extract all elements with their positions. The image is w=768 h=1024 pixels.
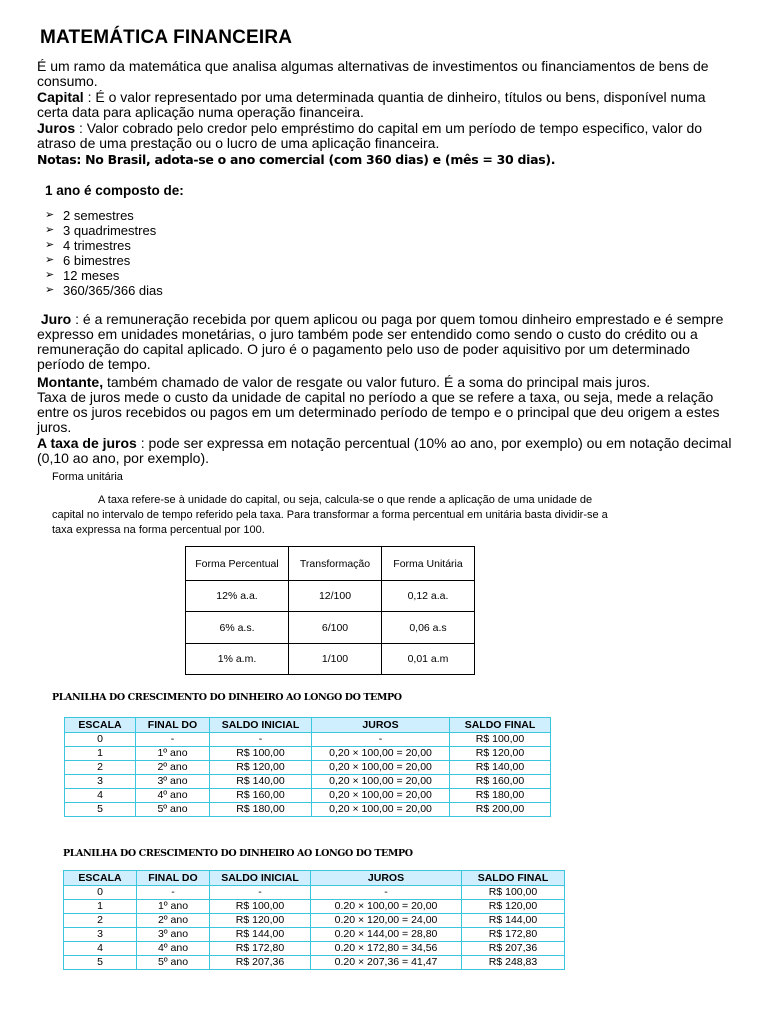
juro-term: Juro <box>40 311 72 327</box>
table-cell: 12/100 <box>289 581 382 612</box>
table-header-cell: FINAL DO <box>136 718 210 733</box>
table-cell: R$ 144,00 <box>462 914 565 928</box>
table-cell: R$ 120,00 <box>450 747 551 761</box>
forma-unitaria-text: A taxa refere-se à unidade do capital, ou seja, calcula-se o que rende a aplicação de uma unidade de capital no intervalo de tempo referido pela taxa. Para transformar a forma percentual em unitária basta dividir-se a taxa expressa na forma percentual por 100. <box>52 494 608 536</box>
table-cell: 3º ano <box>136 775 210 789</box>
table-header-cell: SALDO INICIAL <box>210 871 311 886</box>
juro-paragraph <box>37 312 737 372</box>
table-cell: 4 <box>64 942 137 956</box>
year-heading: 1 ano é composto de: <box>45 183 184 198</box>
table-cell: R$ 160,00 <box>210 789 312 803</box>
juros-term: Juros <box>37 120 76 136</box>
table-row <box>64 928 565 942</box>
table-cell: - <box>136 733 210 747</box>
table-cell: 0.20 × 144,00 = 28,80 <box>311 928 462 942</box>
table-cell: 0 <box>64 886 137 900</box>
table-cell: 0,20 × 100,00 = 20,00 <box>312 775 450 789</box>
table-cell: R$ 172,80 <box>210 942 311 956</box>
planilha1-table <box>64 717 551 817</box>
juro-text: : é a remuneração recebida por quem aplicou ou paga por quem tomou dinheiro emprestado e é sempre expresso em unidades monetárias, o juro também pode ser entendido como sendo o custo do crédito ou a remuneração do capital aplicado. O juro é o pagamento pelo uso de poder aquisitivo por um determinado período de tempo. <box>37 311 724 372</box>
table-cell: - <box>311 886 462 900</box>
unit-conversion-table <box>185 546 475 675</box>
arrow-bullet-icon: ➢ <box>45 209 55 221</box>
taxa-juros-paragraph: Taxa de juros mede o custo da unidade de capital no período a que se refere a taxa, ou seja, mede a relação entre os juros recebidos ou pagos em um determinado período de tempo e o principal que deu origem a estes juros. <box>37 389 720 435</box>
table-row <box>186 581 475 612</box>
table-cell: R$ 140,00 <box>210 775 312 789</box>
table-cell: 4º ano <box>137 942 210 956</box>
table-cell: 0,20 × 100,00 = 20,00 <box>312 789 450 803</box>
table-cell: 1º ano <box>137 900 210 914</box>
table-cell: 0.20 × 172,80 = 34,56 <box>311 942 462 956</box>
arrow-bullet-icon: ➢ <box>45 269 55 281</box>
table-row <box>64 914 565 928</box>
table-header-cell: Transformação <box>289 547 382 581</box>
table-row <box>186 612 475 644</box>
table-header-row <box>64 871 565 886</box>
list-item: ➢ 3 quadrimestres <box>45 223 157 238</box>
list-item: ➢ 4 trimestres <box>45 238 131 253</box>
table-cell: R$ 100,00 <box>210 747 312 761</box>
table-header-cell: FINAL DO <box>137 871 210 886</box>
table-header-cell: ESCALA <box>64 871 137 886</box>
capital-paragraph <box>37 90 737 120</box>
table-cell: R$ 180,00 <box>210 803 312 817</box>
table-cell: 3 <box>64 928 137 942</box>
table-cell: 1 <box>65 747 136 761</box>
table-cell: - <box>312 733 450 747</box>
table-cell: 3 <box>65 775 136 789</box>
year-list <box>45 208 163 298</box>
table-row <box>64 942 565 956</box>
table-cell: - <box>210 886 311 900</box>
planilha1-title: PLANILHA DO CRESCIMENTO DO DINHEIRO AO LONGO DO TEMPO <box>52 692 402 703</box>
table-cell: 5º ano <box>137 956 210 970</box>
notes-line: Notas: No Brasil, adota-se o ano comercial (com 360 dias) e (mês = 30 dias). <box>37 152 556 167</box>
table-cell: 0,20 × 100,00 = 20,00 <box>312 803 450 817</box>
table-cell: 0.20 × 120,00 = 24,00 <box>311 914 462 928</box>
table-row <box>65 775 551 789</box>
table-cell: R$ 207,36 <box>462 942 565 956</box>
list-item: ➢ 360/365/366 dias <box>45 283 163 298</box>
table-cell: R$ 100,00 <box>450 733 551 747</box>
table-cell: 2º ano <box>137 914 210 928</box>
arrow-bullet-icon: ➢ <box>45 284 55 296</box>
table-cell: 6% a.s. <box>186 612 289 644</box>
table-cell: 2º ano <box>136 761 210 775</box>
table-cell: R$ 172,80 <box>462 928 565 942</box>
table-row <box>65 733 551 747</box>
table-header-row <box>65 718 551 733</box>
forma-unitaria-title: Forma unitária <box>52 471 123 483</box>
table-cell: R$ 180,00 <box>450 789 551 803</box>
juros-paragraph <box>37 121 737 151</box>
table-row <box>64 900 565 914</box>
table-cell: - <box>210 733 312 747</box>
capital-term: Capital <box>37 89 84 105</box>
table-header-cell: SALDO FINAL <box>450 718 551 733</box>
table-row <box>65 761 551 775</box>
table-cell: 3º ano <box>137 928 210 942</box>
table-cell: 1 <box>64 900 137 914</box>
table-row <box>64 886 565 900</box>
table-cell: 1/100 <box>289 644 382 675</box>
table-header-cell: Forma Unitária <box>382 547 475 581</box>
planilha2-table <box>63 870 565 970</box>
table-cell: 0,20 × 100,00 = 20,00 <box>312 747 450 761</box>
table-cell: 5 <box>65 803 136 817</box>
planilha2-title: PLANILHA DO CRESCIMENTO DO DINHEIRO AO LONGO DO TEMPO <box>63 848 413 859</box>
table-cell: 5º ano <box>136 803 210 817</box>
table-row <box>65 789 551 803</box>
table-cell: R$ 120,00 <box>210 761 312 775</box>
montante-text: também chamado de valor de resgate ou valor futuro. É a soma do principal mais juros. <box>103 374 651 390</box>
a-taxa-paragraph <box>37 436 737 466</box>
table-cell: R$ 100,00 <box>462 886 565 900</box>
table-cell: 2 <box>64 914 137 928</box>
table-header-cell: SALDO INICIAL <box>210 718 312 733</box>
table-cell: 6/100 <box>289 612 382 644</box>
table-cell: 1º ano <box>136 747 210 761</box>
arrow-bullet-icon: ➢ <box>45 239 55 251</box>
arrow-bullet-icon: ➢ <box>45 224 55 236</box>
arrow-bullet-icon: ➢ <box>45 254 55 266</box>
table-row <box>65 803 551 817</box>
table-cell: 0 <box>65 733 136 747</box>
intro-paragraph: É um ramo da matemática que analisa algumas alternativas de investimentos ou financiamentos de bens de consumo. <box>37 58 709 89</box>
table-header-cell: SALDO FINAL <box>462 871 565 886</box>
table-row <box>65 747 551 761</box>
table-cell: 0.20 × 100,00 = 20,00 <box>311 900 462 914</box>
table-cell: R$ 200,00 <box>450 803 551 817</box>
list-item: ➢ 6 bimestres <box>45 253 131 268</box>
table-cell: 0,01 a.m <box>382 644 475 675</box>
table-cell: 0,06 a.s <box>382 612 475 644</box>
table-header-cell: Forma Percentual <box>186 547 289 581</box>
table-cell: R$ 144,00 <box>210 928 311 942</box>
table-cell: 0,20 × 100,00 = 20,00 <box>312 761 450 775</box>
table-header-row <box>186 547 475 581</box>
table-cell: R$ 120,00 <box>462 900 565 914</box>
table-header-cell: ESCALA <box>65 718 136 733</box>
table-cell: R$ 160,00 <box>450 775 551 789</box>
table-header-cell: JUROS <box>312 718 450 733</box>
table-cell: - <box>137 886 210 900</box>
table-cell: 12% a.a. <box>186 581 289 612</box>
capital-text: : É o valor representado por uma determinada quantia de dinheiro, títulos ou bens, disponível numa certa data para aplicação numa operação financeira. <box>37 89 706 120</box>
table-cell: 1% a.m. <box>186 644 289 675</box>
table-cell: R$ 248,83 <box>462 956 565 970</box>
table-cell: R$ 100,00 <box>210 900 311 914</box>
table-cell: R$ 140,00 <box>450 761 551 775</box>
table-row <box>64 956 565 970</box>
list-item: ➢ 12 meses <box>45 268 120 283</box>
page-title: MATEMÁTICA FINANCEIRA <box>40 27 293 48</box>
juros-text: : Valor cobrado pelo credor pelo empréstimo do capital em um período de tempo especifico, valor do atraso de uma prestação ou o lucro de uma aplicação financeira. <box>37 120 703 151</box>
table-cell: 4 <box>65 789 136 803</box>
table-cell: R$ 120,00 <box>210 914 311 928</box>
table-cell: 4º ano <box>136 789 210 803</box>
table-cell: 5 <box>64 956 137 970</box>
a-taxa-term: A taxa de juros <box>37 435 137 451</box>
table-cell: 2 <box>65 761 136 775</box>
table-cell: R$ 207,36 <box>210 956 311 970</box>
montante-paragraph <box>37 375 737 390</box>
table-cell: 0.20 × 207,36 = 41,47 <box>311 956 462 970</box>
table-row <box>186 644 475 675</box>
list-item: ➢ 2 semestres <box>45 208 134 223</box>
table-cell: 0,12 a.a. <box>382 581 475 612</box>
a-taxa-text: : pode ser expressa em notação percentual (10% ao ano, por exemplo) ou em notação decimal (0,10 ao ano, por exemplo). <box>37 435 732 466</box>
table-header-cell: JUROS <box>311 871 462 886</box>
montante-term: Montante, <box>37 374 104 390</box>
